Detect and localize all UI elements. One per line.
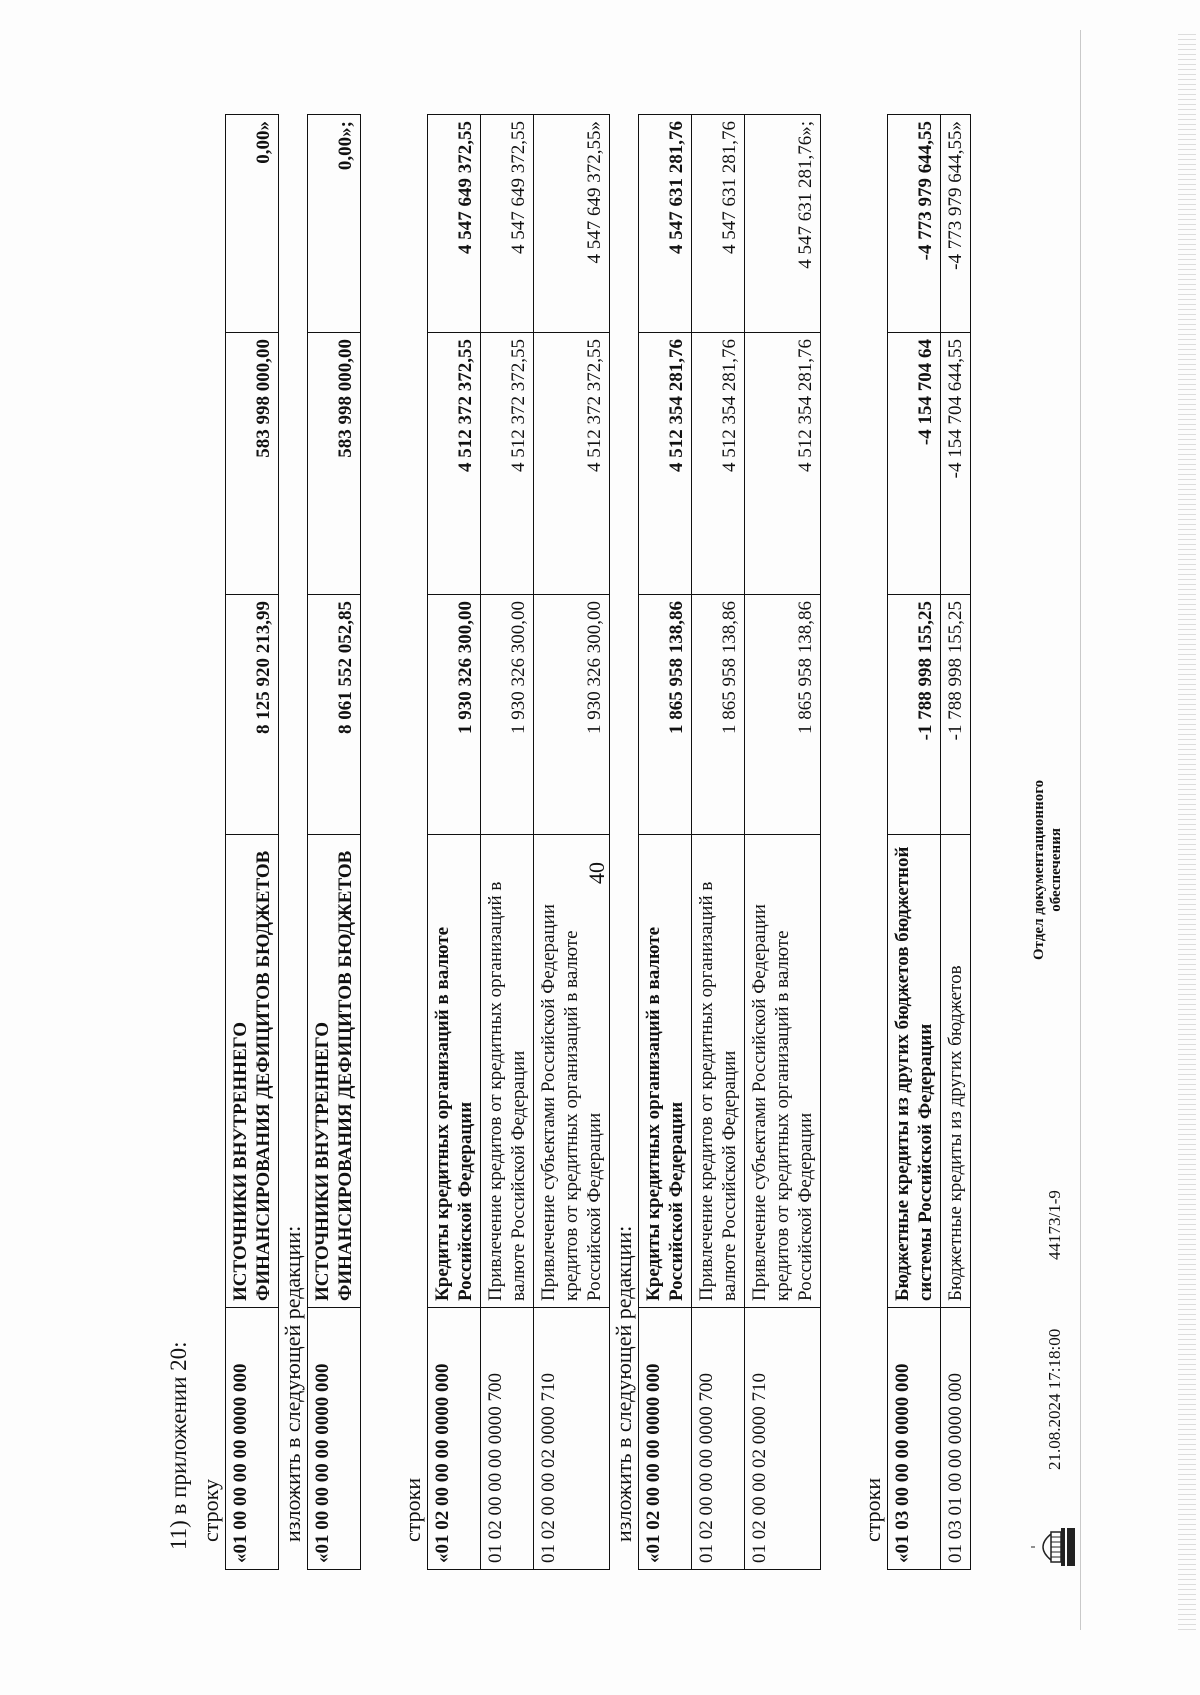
value-cell-2: -4 154 704 644,55: [941, 333, 971, 595]
table-row: [428, 115, 481, 1570]
code-cell: «01 00 00 00 00 0000 000: [308, 1308, 361, 1570]
value-cell-3: 0,00»: [226, 115, 279, 333]
table-row: [745, 115, 821, 1570]
value-cell-2: 583 998 000,00: [308, 333, 361, 595]
rotated-page-content: [0, 70, 1100, 1590]
name-cell: Привлечение кредитов от кредитных организаций в валюте Российской Федерации: [692, 835, 745, 1308]
value-cell-2: 4 512 354 281,76: [745, 333, 821, 595]
value-cell-3: -4 773 979 644,55: [888, 115, 941, 333]
table-row: [534, 115, 610, 1570]
value-cell-3: 4 547 649 372,55: [428, 115, 481, 333]
value-cell-3: -4 773 979 644,55»: [941, 115, 971, 333]
value-cell-3: 4 547 649 372,55»: [534, 115, 610, 333]
value-cell-1: 1 865 958 138,86: [745, 595, 821, 835]
code-cell: 01 02 00 00 00 0000 700: [692, 1308, 745, 1570]
name-cell: Кредиты кредитных организаций в валюте Российской Федерации: [428, 835, 481, 1308]
budget-table: [307, 114, 361, 1570]
value-cell-2: 583 998 000,00: [226, 333, 279, 595]
value-cell-3: 4 547 649 372,55: [481, 115, 534, 333]
table-row: [481, 115, 534, 1570]
value-cell-1: 8 125 920 213,99: [226, 595, 279, 835]
value-cell-2: 4 512 354 281,76: [639, 333, 692, 595]
page-number: 40: [584, 862, 609, 884]
value-cell-2: 4 512 354 281,76: [692, 333, 745, 595]
table-row: [226, 115, 279, 1570]
name-cell: Привлечение субъектами Российской Федерации кредитов от кредитных организаций в валюте Российской Федерации: [534, 835, 610, 1308]
value-cell-1: 1 865 958 138,86: [639, 595, 692, 835]
section-label: строку: [198, 1478, 223, 1542]
footer-doc-code: 44173/1-9: [1045, 1190, 1064, 1260]
code-cell: 01 03 01 00 00 0000 000: [941, 1308, 971, 1570]
code-cell: «01 02 00 00 00 0000 000: [428, 1308, 481, 1570]
table-row: [941, 115, 971, 1570]
section-spacer: [821, 115, 859, 1570]
value-cell-3: 4 547 631 281,76: [639, 115, 692, 333]
footer-timestamp: 21.08.2024 17:18:00: [1045, 1328, 1064, 1470]
name-cell: Кредиты кредитных организаций в валюте Российской Федерации: [639, 835, 692, 1308]
name-cell: Бюджетные кредиты из других бюджетов бюджетной системы Российской Федерации: [888, 835, 941, 1308]
section-label: изложить в следующей редакции:: [611, 1225, 636, 1542]
value-cell-2: 4 512 372 372,55: [481, 333, 534, 595]
name-cell: Привлечение кредитов от кредитных организаций в валюте Российской Федерации: [481, 835, 534, 1308]
value-cell-3: 4 547 631 281,76»;: [745, 115, 821, 333]
value-cell-1: -1 788 998 155,25: [888, 595, 941, 835]
scan-artifact-edge: [1178, 30, 1196, 1630]
name-cell: ИСТОЧНИКИ ВНУТРЕННЕГО ФИНАНСИРОВАНИЯ ДЕФИЦИТОВ БЮДЖЕТОВ: [308, 835, 361, 1308]
value-cell-2: -4 154 704 64: [888, 333, 941, 595]
table-row: [308, 115, 361, 1570]
name-cell: ИСТОЧНИКИ ВНУТРЕННЕГО ФИНАНСИРОВАНИЯ ДЕФИЦИТОВ БЮДЖЕТОВ: [226, 835, 279, 1308]
table-row: [692, 115, 745, 1570]
code-cell: 01 02 00 00 00 0000 700: [481, 1308, 534, 1570]
value-cell-1: 1 865 958 138,86: [692, 595, 745, 835]
budget-table: [887, 114, 971, 1570]
value-cell-3: 0,00»;: [308, 115, 361, 333]
section-label: строки: [860, 1477, 885, 1542]
state-duma-logo-icon: [1031, 1524, 1079, 1570]
value-cell-1: 1 930 326 300,00: [481, 595, 534, 835]
budget-table: [638, 114, 821, 1570]
code-cell: «01 02 00 00 00 0000 000: [639, 1308, 692, 1570]
name-cell: Бюджетные кредиты из других бюджетов: [941, 835, 971, 1308]
value-cell-1: 1 930 326 300,00: [534, 595, 610, 835]
value-cell-1: 8 061 552 052,85: [308, 595, 361, 835]
code-cell: 01 02 00 00 02 0000 710: [534, 1308, 610, 1570]
value-cell-1: 1 930 326 300,00: [428, 595, 481, 835]
document-footer: [1025, 135, 1085, 1590]
document-content: [0, 115, 971, 1570]
value-cell-2: 4 512 372 372,55: [428, 333, 481, 595]
value-cell-1: -1 788 998 155,25: [941, 595, 971, 835]
section-label: строки: [400, 1477, 425, 1542]
section-label: изложить в следующей редакции:: [280, 1225, 305, 1542]
amendment-sections: [197, 115, 971, 1570]
footer-department: Отдел документационного обеспечения: [1031, 779, 1064, 960]
value-cell-2: 4 512 372 372,55: [534, 333, 610, 595]
budget-table: [225, 114, 279, 1570]
value-cell-3: 4 547 631 281,76: [692, 115, 745, 333]
budget-table: [427, 114, 610, 1570]
name-cell: Привлечение субъектами Российской Федерации кредитов от кредитных организаций в валюте Российской Федерации: [745, 835, 821, 1308]
section-spacer: [361, 115, 399, 1570]
code-cell: «01 03 00 00 00 0000 000: [888, 1308, 941, 1570]
code-cell: «01 00 00 00 00 0000 000: [226, 1308, 279, 1570]
table-row: [639, 115, 692, 1570]
amendment-intro: 11) в приложении 20:: [166, 1341, 191, 1550]
code-cell: 01 02 00 00 02 0000 710: [745, 1308, 821, 1570]
table-row: [888, 115, 941, 1570]
